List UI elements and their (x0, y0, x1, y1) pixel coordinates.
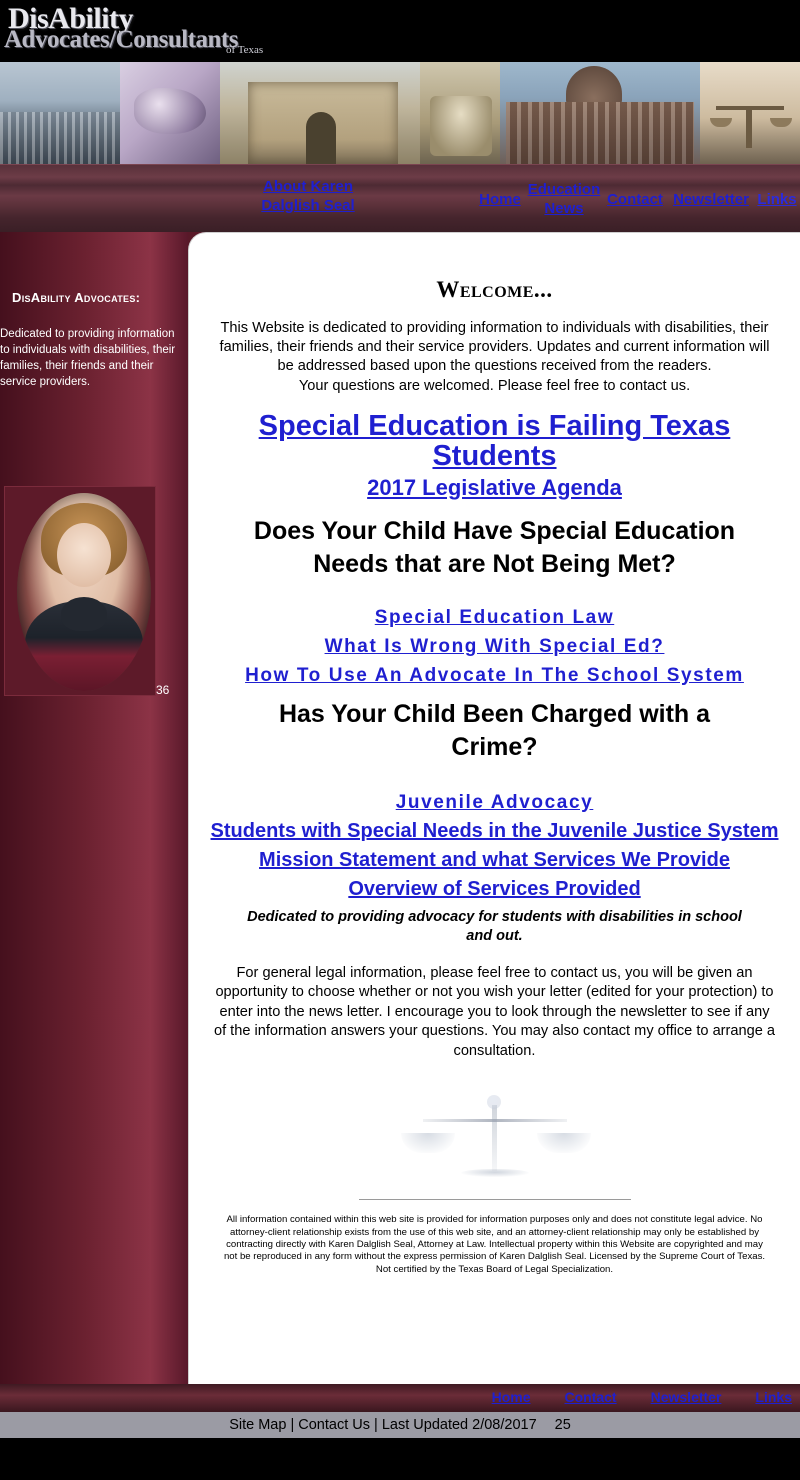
nav-links-container (474, 177, 800, 221)
scales-post-shape (746, 106, 752, 148)
questions-welcome-text: Your questions are welcomed. Please feel free to contact us. (298, 378, 691, 394)
banner-photo-courthouse (500, 62, 700, 164)
sidebar-description: Dedicated to providing information to individuals with disabilities, their families, their friends and their service providers. (0, 328, 176, 388)
nav-about-container (258, 177, 358, 215)
portrait-frame (4, 486, 156, 696)
scales-base-shape (461, 1169, 529, 1177)
nav-link-newsletter[interactable]: Newsletter (673, 190, 749, 208)
logo-text-secondary: Advocates/Consultants (4, 26, 238, 53)
banner-image-strip (0, 62, 800, 164)
logo-text-primary: DisAbility (8, 2, 134, 35)
footer-nav-links (492, 1389, 792, 1405)
scales-right-pan-shape (537, 1133, 591, 1153)
footer-link-home[interactable]: Home (491, 1389, 531, 1405)
nav-link-contact[interactable]: Contact (607, 190, 663, 208)
link-special-education-failing-texas-students[interactable]: Special Education is Failing Texas Students (258, 409, 731, 472)
avatar (17, 493, 151, 691)
bottom-bar-content (229, 1417, 571, 1433)
primary-navigation-bar (0, 164, 800, 232)
footer-link-newsletter[interactable]: Newsletter (650, 1389, 722, 1405)
link-special-education-law[interactable]: Special Education Law (374, 606, 615, 628)
footer-link-contact-us[interactable]: Contact Us (298, 1417, 370, 1433)
intro-paragraph: This Website is dedicated to providing information to individuals with disabilities, their families, their friends and their service providers. Updates and current information will be addressed based upon the questions received from the readers. (219, 320, 770, 374)
avatar-face-shape (57, 523, 111, 587)
nav-link-home[interactable]: Home (479, 190, 521, 208)
scales-of-justice-icon (365, 1083, 625, 1187)
tagline-text: Dedicated to providing advocacy for students with disabilities in school and out. (247, 908, 742, 944)
site-masthead (0, 0, 800, 62)
sidebar (0, 232, 188, 1384)
banner-photo-cityscape (0, 62, 120, 164)
footer-visitor-counter: 25 (554, 1417, 571, 1433)
nav-link-about-karen-dalglish-seal[interactable]: About Karen Dalglish Seal (261, 178, 355, 214)
footer-separator-2: | (374, 1417, 378, 1433)
heading-special-education-needs-question: Does Your Child Have Special Education Needs that are Not Being Met? (253, 516, 736, 578)
footer-link-links[interactable]: Links (755, 1389, 792, 1405)
sidebar-heading: DisAbility Advocates: (12, 290, 141, 305)
horizontal-divider (359, 1199, 631, 1200)
main-content-inner (189, 233, 800, 1276)
link-overview-of-services-provided[interactable]: Overview of Services Provided (348, 877, 641, 900)
page-body (0, 232, 800, 1384)
logo-text-tertiary: of Texas (226, 44, 264, 56)
scales-left-pan-shape (710, 118, 732, 127)
heading-charged-with-a-crime-question: Has Your Child Been Charged with a Crime? (278, 699, 711, 761)
footer-link-site-map[interactable]: Site Map (229, 1417, 287, 1433)
scales-top-knob-shape (487, 1095, 501, 1109)
footer-link-contact[interactable]: Contact (564, 1389, 617, 1405)
scales-right-pan-shape (770, 118, 792, 127)
link-students-with-special-needs-juvenile-justice[interactable]: Students with Special Needs in the Juvenile Justice System (210, 819, 779, 842)
scales-post-shape (492, 1105, 497, 1171)
banner-photo-books (420, 62, 500, 164)
avatar-collar-shape (61, 597, 107, 631)
link-how-to-use-an-advocate-in-the-school-system[interactable]: How To Use An Advocate In The School System (245, 664, 744, 686)
footer-navigation-bar (0, 1384, 800, 1412)
link-juvenile-advocacy[interactable]: Juvenile Advocacy (395, 791, 594, 813)
general-legal-information-paragraph: For general legal information, please feel free to contact us, you will be given an opportunity to choose whether or not you wish your letter (edited for your protection) to enter into the news letter. I encourage you to look through the newsletter to see if any of the information answers your questions. You may also contact my office to arrange a consultation. (213, 964, 776, 1059)
courthouse-building-shape (506, 102, 694, 164)
footer-separator-1: | (290, 1417, 295, 1433)
bottom-status-bar (0, 1412, 800, 1438)
banner-photo-alamo (220, 62, 420, 164)
banner-photo-scales-of-justice (700, 62, 800, 164)
link-what-is-wrong-with-special-ed[interactable]: What Is Wrong With Special Ed? (324, 635, 665, 657)
banner-photo-handshake (120, 62, 220, 164)
last-updated-text: Last Updated 2/08/2017 (381, 1417, 537, 1433)
sidebar-visitor-counter: 36 (156, 683, 170, 697)
scales-left-pan-shape (401, 1133, 455, 1153)
main-content-card (188, 232, 800, 1384)
page-title: Welcome... (436, 277, 553, 302)
legal-disclaimer-text: All information contained within this web site is provided for information purposes only and does not constitute legal advice. No attorney-client relationship exists from the use of this web site, and an attorney-client relationship may only be established by contracting directly with Karen Dalglish Seal, Attorney at Law. Intellectual property within this Website are copyrighted and may not be reproduced in any form without the express permission of Karen Dalglish Seal. Licensed by the Supreme Court of Texas. Not certified by the Texas Board of Legal Specialization. (223, 1214, 766, 1275)
link-mission-statement-and-services[interactable]: Mission Statement and what Services We Provide (259, 848, 730, 871)
courthouse-dome-shape (566, 66, 622, 106)
nav-link-education-news[interactable]: Education News (527, 181, 601, 217)
page-bottom-filler (0, 1438, 800, 1480)
link-2017-legislative-agenda[interactable]: 2017 Legislative Agenda (367, 474, 622, 500)
nav-link-links[interactable]: Links (757, 190, 797, 208)
alamo-arch-shape (306, 112, 336, 164)
